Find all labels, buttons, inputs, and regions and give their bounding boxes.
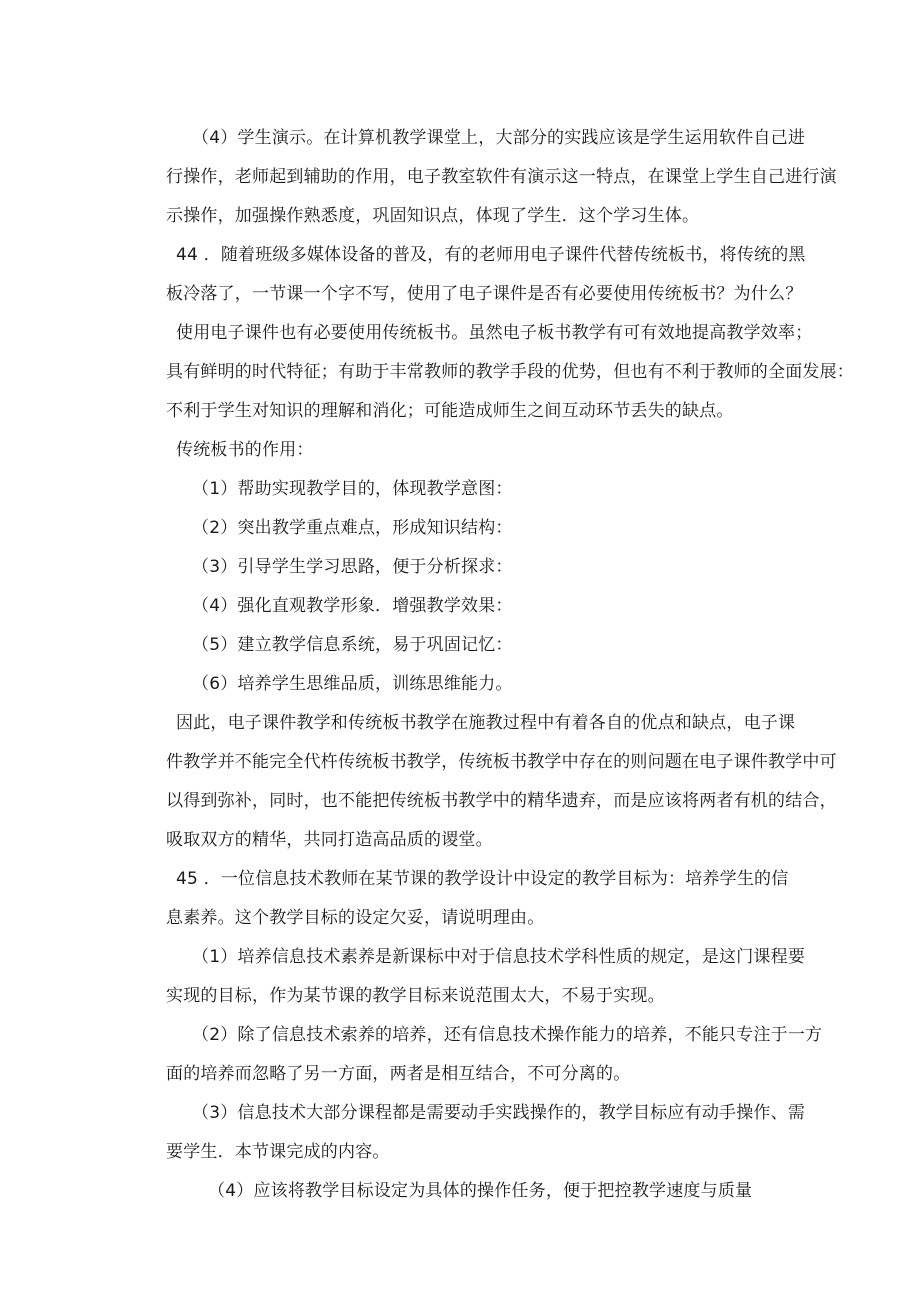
- text-line: 示操作，加强操作熟悉度，巩固知识点，体现了学生．这个学习生体。: [166, 206, 700, 226]
- list-item: （4）强化直观教学形象．增强教学效果：: [192, 596, 513, 616]
- text-line: （4）应该将教学目标设定为具体的操作任务，便于把控教学速度与质量: [208, 1181, 753, 1201]
- text-line: 因此，电子课件教学和传统板书教学在施教过程中有着各自的优点和缺点，电子课: [176, 713, 796, 733]
- text-line: （4）学生演示。在计算机教学课堂上，大部分的实践应该是学生运用软件自己进: [192, 128, 806, 148]
- text-line: 具有鲜明的时代特征；有助于丰常教师的教学手段的优势，但也有不利于教师的全面发展：: [166, 362, 854, 382]
- list-item: （5）建立教学信息系统，易于巩固记忆：: [192, 635, 513, 655]
- list-item: （6）培养学生思维品质，训练思维能力。: [192, 674, 513, 694]
- section-heading: 传统板书的作用：: [176, 440, 314, 460]
- text-line: 板冷落了，一节课一个字不写，使用了电子课件是否有必要使用传统板书？为什么？: [166, 284, 803, 304]
- text-line: 使用电子课件也有必要使用传统板书。虽然电子板书教学有可有效地提高教学效率；: [176, 323, 813, 343]
- text-line: 件教学并不能完全代杵传统板书教学，传统板书教学中存在的则问题在电子课件教学中可: [166, 752, 837, 772]
- list-item: （2）突出教学重点难点，形成知识结构：: [192, 518, 513, 538]
- text-line: 行操作，老师起到辅助的作用，电子教室软件有演示这一特点，在课堂上学生自己进行演: [166, 167, 837, 187]
- question-45-line: 45 ．一位信息技术教师在某节课的教学设计中设定的教学目标为：培养学生的信: [176, 869, 789, 889]
- text-line: 要学生．本节课完成的内容。: [166, 1142, 390, 1162]
- text-line: 吸取双方的精华，共同打造高品质的谡堂。: [166, 830, 493, 850]
- list-item: （1）帮助实现教学目的，体现教学意图：: [192, 479, 513, 499]
- question-44-line: 44 ．随着班级多媒体设备的普及，有的老师用电子课件代替传统板书，将传统的黑: [176, 245, 806, 265]
- text-line: 息素养。这个教学目标的设定欠妥，请说明理由。: [166, 908, 545, 928]
- text-line: 实现的目标，作为某节课的教学目标来说范围太大，不易于实现。: [166, 986, 665, 1006]
- text-line: 以得到弥补，同时，也不能把传统板书教学中的精华遗弃，而是应该将两者有机的结合，: [166, 791, 837, 811]
- text-line: （1）培养信息技术素养是新课标中对于信息技术学科性质的规定，是这门课程要: [192, 947, 806, 967]
- text-line: （3）信息技术大部分课程都是需要动手实践操作的，教学目标应有动手操作、需: [192, 1103, 806, 1123]
- list-item: （3）引导学生学习思路，便于分析探求：: [192, 557, 513, 577]
- text-line: 不利于学生对知识的理解和消化；可能造成师生之间互动环节丢失的缺点。: [166, 401, 734, 421]
- text-line: 面的培养而忽略了另一方面，两者是相互结合，不可分离的。: [166, 1064, 631, 1084]
- text-line: （2）除了信息技术索养的培养，还有信息技术操作能力的培养，不能只专注于一方: [192, 1025, 823, 1045]
